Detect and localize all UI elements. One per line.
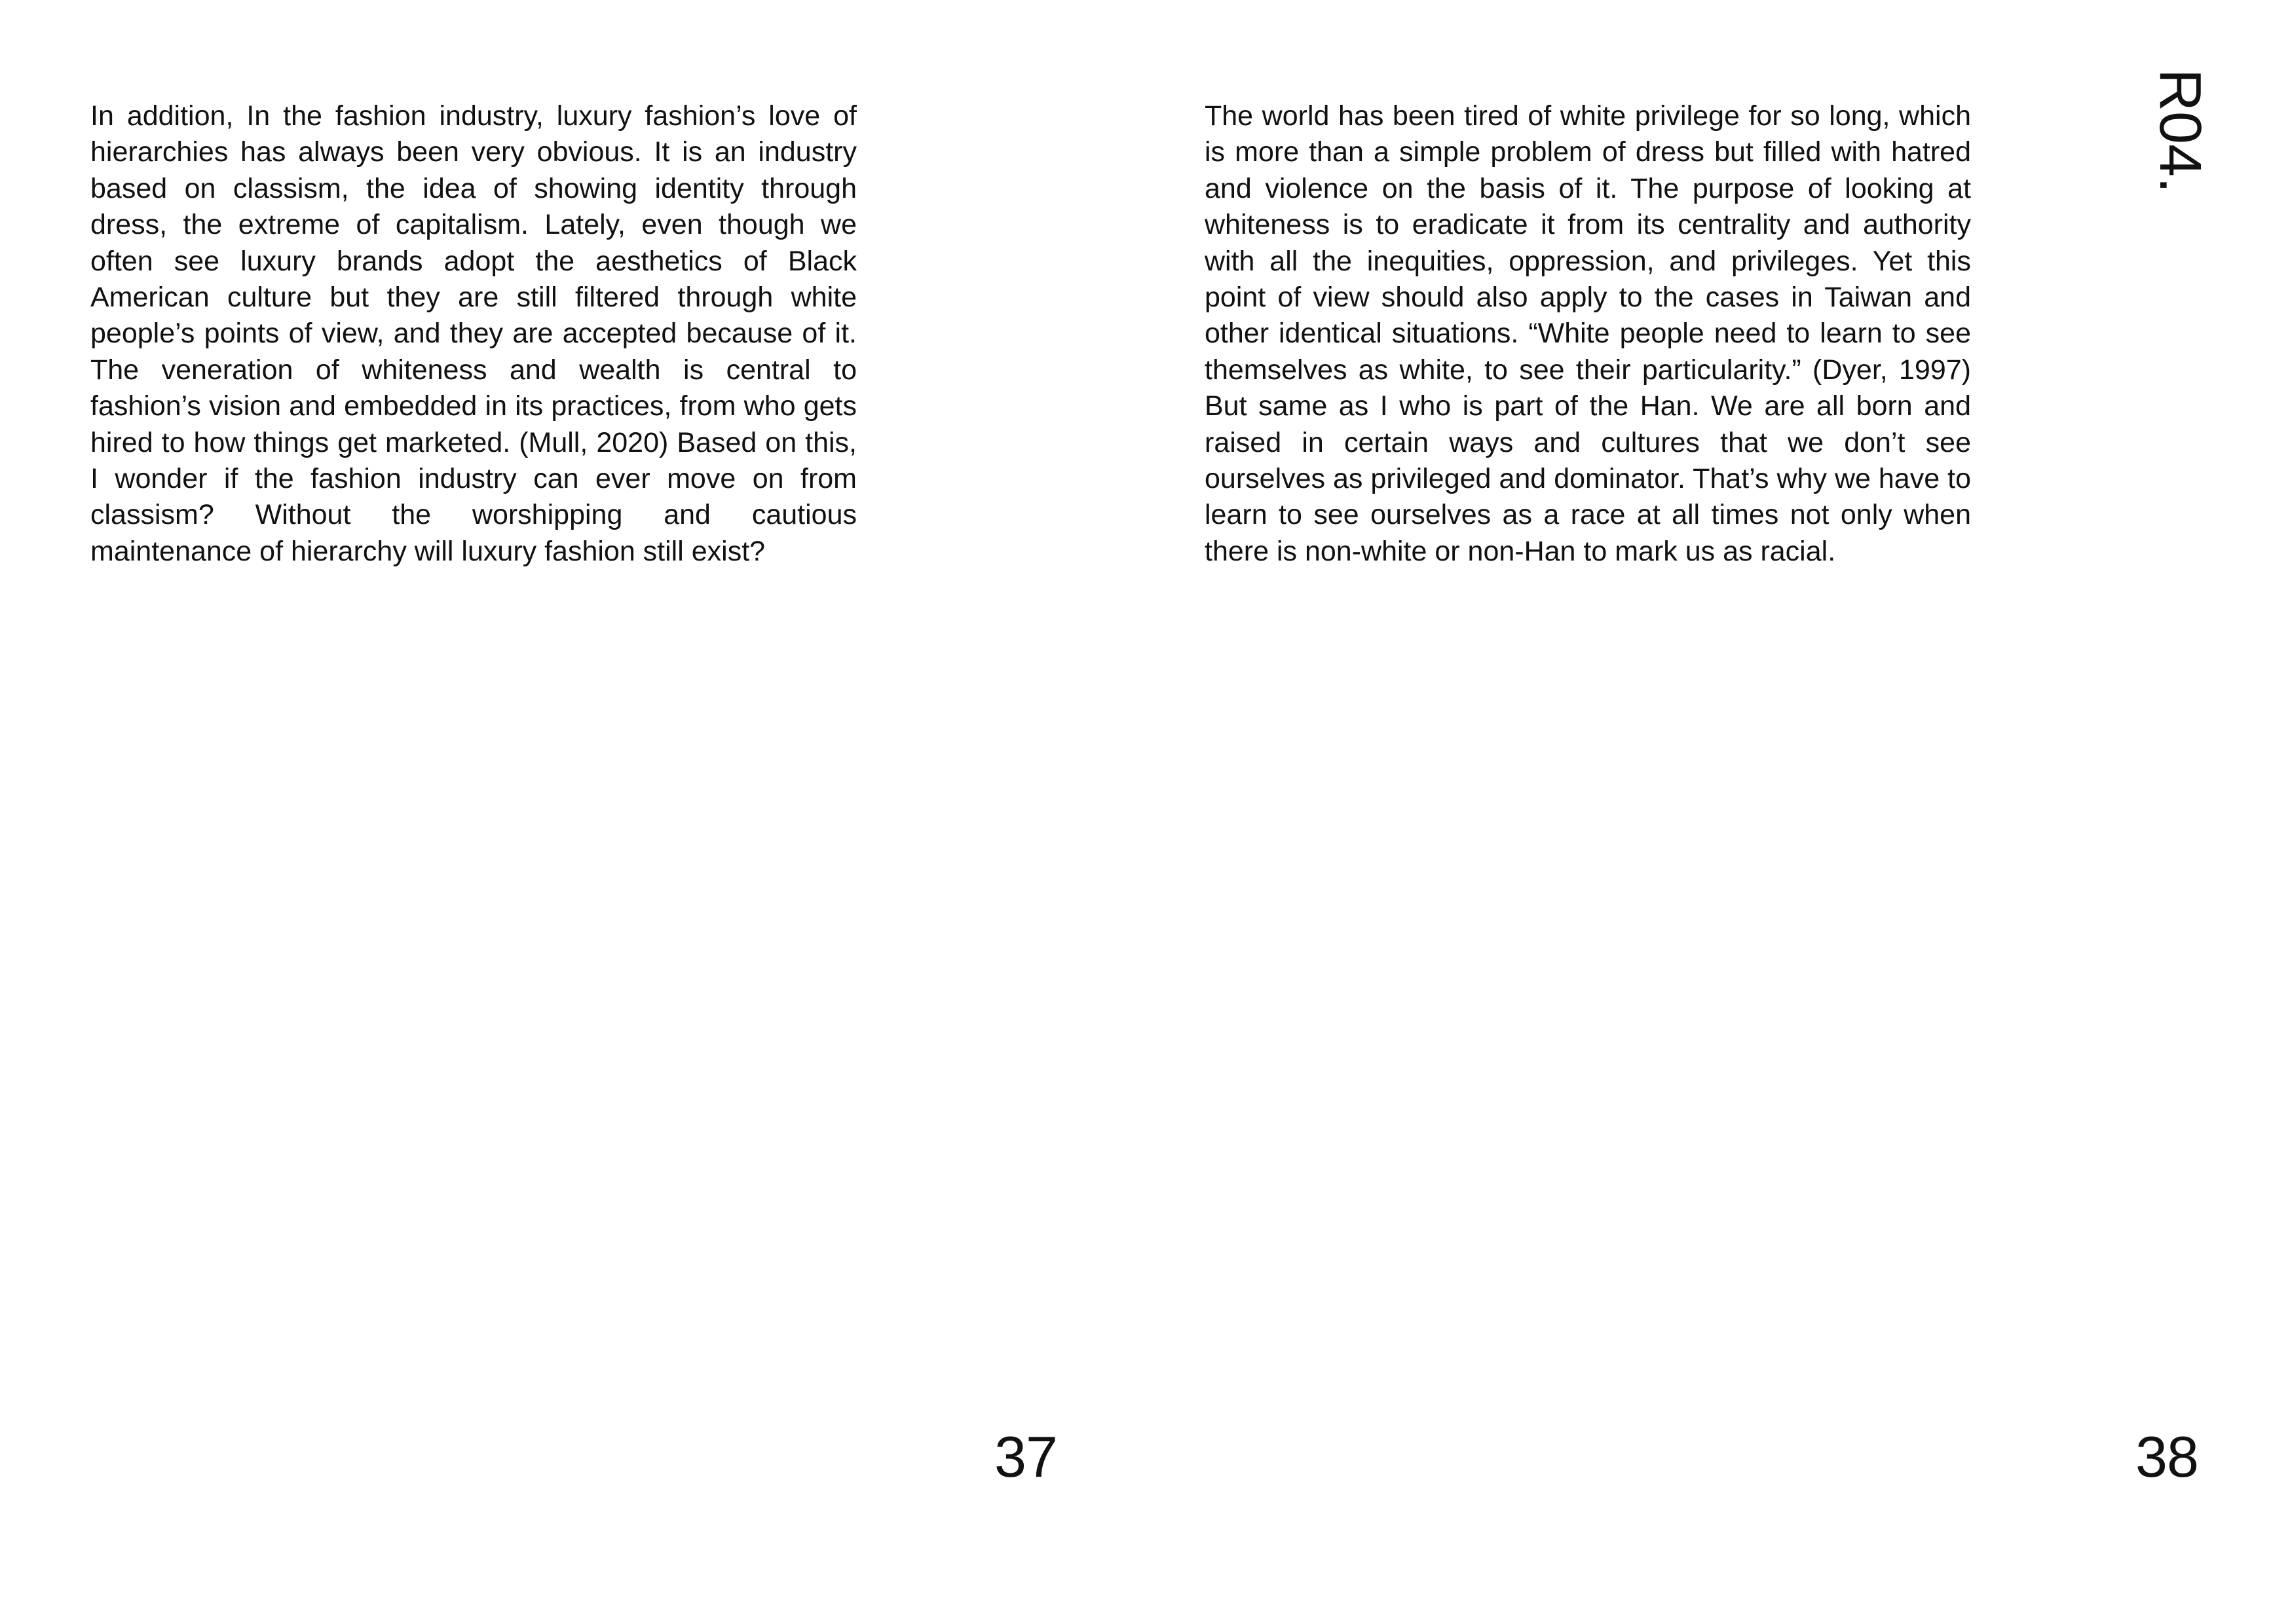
right-page-number: 38 [2135,1424,2198,1489]
section-code: R04. [2147,69,2213,194]
left-page-number: 37 [994,1424,1057,1489]
right-page [1145,0,2290,1624]
left-page-paragraph: In addition, In the fashion industry, luxury fashion’s love of hierarchies has always been very obvious. It is an industry based on classism, the idea of showing identity through dress, the extreme of capitalism. Lately, even though we often see luxury brands adopt the aesthetics of Black American culture but they are still filtered through white people’s points of view, and they are accepted because of it. The veneration of whiteness and wealth is central to fashion’s vision and embedded in its practices, from who gets hired to how things get marketed. (Mull, 2020) Based on this, I wonder if the fashion industry can ever move on from classism? Without the worshipping and cautious maintenance of hierarchy will luxury fashion still exist? [90,100,857,567]
right-page-paragraph: The world has been tired of white privilege for so long, which is more than a simple problem of dress but filled with hatred and violence on the basis of it. The purpose of looking at whiteness is to eradicate it from its centrality and authority with all the inequities, oppression, and privileges. Yet this point of view should also apply to the cases in Taiwan and other identical situations. “White people need to learn to see themselves as white, to see their particularity.” (Dyer, 1997) But same as I who is part of the Han. We are all born and raised in certain ways and cultures that we don’t see ourselves as privileged and dominator. That’s why we have to learn to see ourselves as a race at all times not only when there is non-white or non-Han to mark us as racial. [1205,100,1971,567]
